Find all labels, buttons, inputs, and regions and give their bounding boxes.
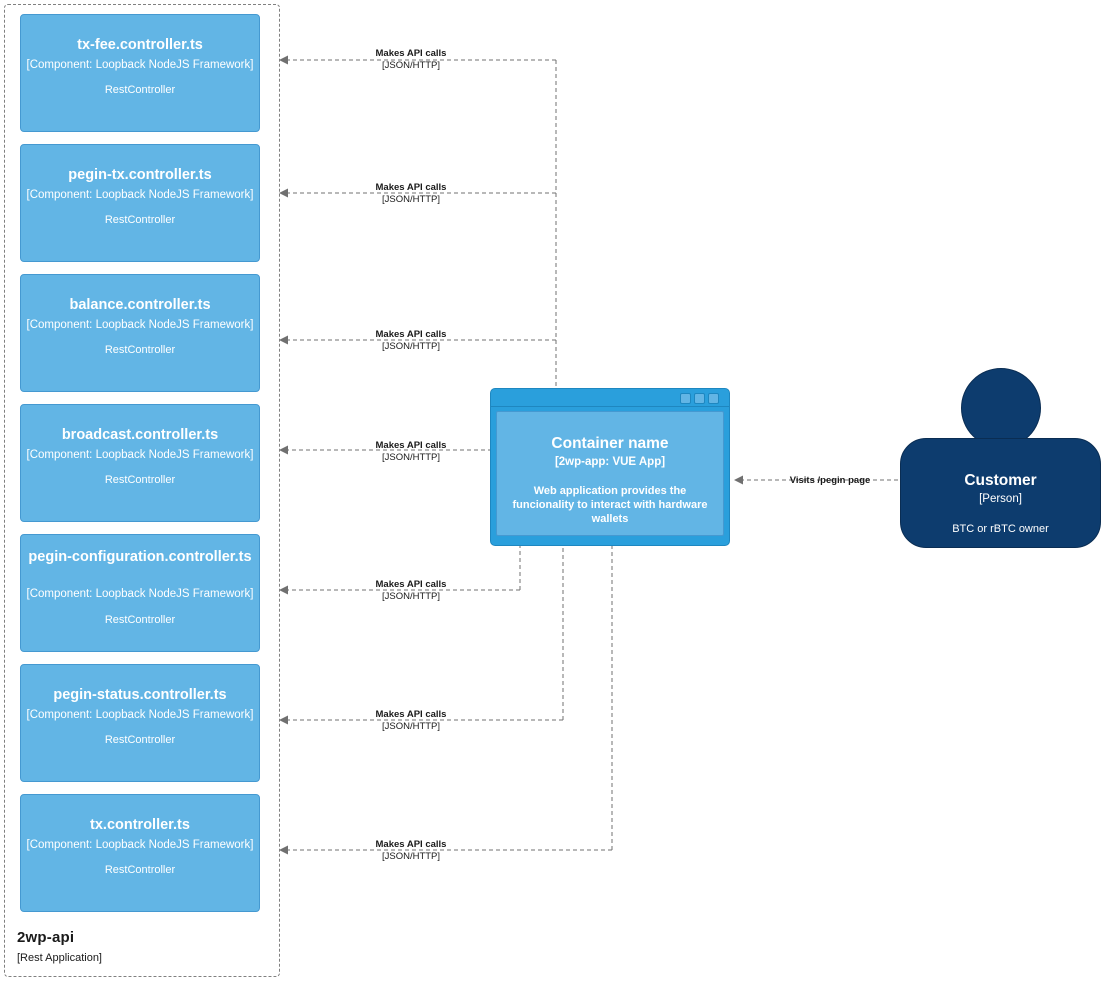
component-description: RestController bbox=[104, 84, 176, 96]
boundary-name: 2wp-api bbox=[17, 929, 75, 946]
browser-window-dot-icon bbox=[708, 393, 719, 404]
component-description: RestController bbox=[104, 214, 176, 226]
container-name: Container name bbox=[551, 435, 669, 452]
relationship-label-text: Makes API calls bbox=[375, 182, 447, 193]
boundary-type: [Rest Application] bbox=[17, 952, 102, 964]
relationship-label-balance bbox=[361, 329, 461, 353]
relationship-label-text: Makes API calls bbox=[375, 839, 447, 850]
person-body bbox=[900, 438, 1101, 548]
relationship-label-text: Makes API calls bbox=[375, 329, 447, 340]
person-description: BTC or rBTC owner bbox=[952, 523, 1049, 535]
component-technology: [Component: Loopback NodeJS Framework] bbox=[26, 839, 254, 851]
component-name: pegin-configuration.controller.ts bbox=[28, 549, 252, 565]
relationship-label-text: Makes API calls bbox=[375, 579, 447, 590]
component-description: RestController bbox=[104, 344, 176, 356]
component-pegin-status-controller[interactable] bbox=[20, 664, 260, 782]
relationship-label-pegin-tx bbox=[361, 182, 461, 206]
relationship-technology-text: [JSON/HTTP] bbox=[381, 60, 441, 71]
container-2wp-app[interactable] bbox=[490, 388, 730, 546]
component-description: RestController bbox=[104, 734, 176, 746]
relationship-label-text: Makes API calls bbox=[375, 440, 447, 451]
person-type: [Person] bbox=[979, 493, 1022, 505]
component-technology: [Component: Loopback NodeJS Framework] bbox=[26, 709, 254, 721]
component-pegin-tx-controller[interactable] bbox=[20, 144, 260, 262]
component-name: broadcast.controller.ts bbox=[61, 427, 219, 443]
relationship-label-text: Makes API calls bbox=[375, 48, 447, 59]
component-name: balance.controller.ts bbox=[69, 297, 211, 313]
relationship-label-broadcast bbox=[361, 440, 461, 464]
container-description: Web application provides the funcionality to interact with hardware wallets bbox=[512, 485, 708, 525]
component-description: RestController bbox=[104, 614, 176, 626]
browser-window-dot-icon bbox=[680, 393, 691, 404]
component-name: tx.controller.ts bbox=[90, 817, 190, 833]
component-name: tx-fee.controller.ts bbox=[77, 37, 203, 53]
relationship-technology-text: [JSON/HTTP] bbox=[381, 194, 441, 205]
relationship-label-pegin-configuration bbox=[361, 579, 461, 603]
relationship-technology-text: [JSON/HTTP] bbox=[381, 851, 441, 862]
relationship-label-text: Makes API calls bbox=[375, 709, 447, 720]
person-name: Customer bbox=[964, 472, 1037, 489]
component-balance-controller[interactable] bbox=[20, 274, 260, 392]
relationship-technology-text: [JSON/HTTP] bbox=[381, 452, 441, 463]
relationship-technology-text: [JSON/HTTP] bbox=[381, 591, 441, 602]
component-tx-fee-controller[interactable] bbox=[20, 14, 260, 132]
relationship-label-pegin-status bbox=[361, 709, 461, 733]
component-name: pegin-status.controller.ts bbox=[53, 687, 227, 703]
component-pegin-configuration-controller[interactable] bbox=[20, 534, 260, 652]
relationship-label-visits-pegin-page bbox=[770, 475, 890, 487]
relationship-technology-text: [JSON/HTTP] bbox=[381, 341, 441, 352]
component-technology: [Component: Loopback NodeJS Framework] bbox=[26, 319, 254, 331]
component-description: RestController bbox=[104, 864, 176, 876]
component-technology: [Component: Loopback NodeJS Framework] bbox=[26, 449, 254, 461]
relationship-technology-text: [JSON/HTTP] bbox=[381, 721, 441, 732]
container-technology: [2wp-app: VUE App] bbox=[554, 456, 666, 468]
container-content bbox=[496, 411, 724, 536]
relationship-label-tx bbox=[361, 839, 461, 863]
component-technology: [Component: Loopback NodeJS Framework] bbox=[26, 189, 254, 201]
component-technology: [Component: Loopback NodeJS Framework] bbox=[26, 588, 254, 600]
browser-title-bar bbox=[491, 389, 729, 407]
person-head-icon bbox=[961, 368, 1041, 448]
relationship-label-tx-fee bbox=[361, 48, 461, 72]
relationship-label-text: Visits /pegin page bbox=[789, 475, 871, 486]
component-broadcast-controller[interactable] bbox=[20, 404, 260, 522]
browser-window-dot-icon bbox=[694, 393, 705, 404]
component-name: pegin-tx.controller.ts bbox=[68, 167, 212, 183]
component-technology: [Component: Loopback NodeJS Framework] bbox=[26, 59, 254, 71]
component-tx-controller[interactable] bbox=[20, 794, 260, 912]
component-description: RestController bbox=[104, 474, 176, 486]
